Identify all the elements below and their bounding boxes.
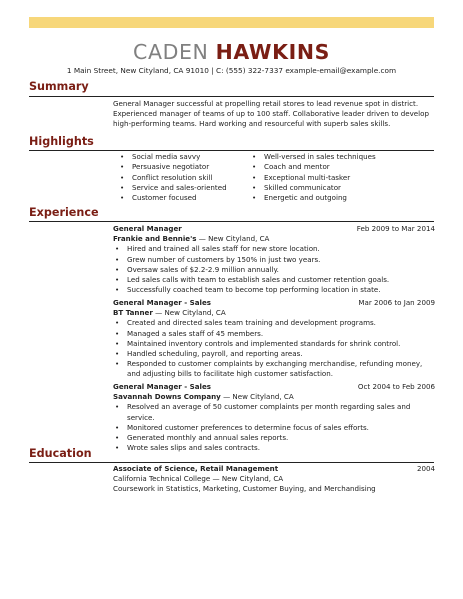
list-item: • Created and directed sales team training and development programs. [113, 318, 435, 328]
education-entry [113, 464, 435, 495]
company-name: BT Tanner [113, 308, 153, 318]
last-name: HAWKINS [215, 40, 330, 64]
job-title: General Manager - Sales [113, 298, 211, 307]
job-dates: Mar 2006 to Jan 2009 [358, 298, 435, 307]
list-item: • Monitored customer preferences to determine focus of sales efforts. [113, 423, 435, 433]
summary-text [113, 99, 435, 129]
job-bullets [113, 244, 435, 295]
coursework: Coursework in Statistics, Marketing, Customer Buying, and Merchandising [113, 484, 376, 494]
job-title: General Manager - Sales [113, 382, 211, 391]
company-separator: — [155, 308, 165, 318]
list-item: • Service and sales-oriented [118, 183, 243, 193]
list-item: • Energetic and outgoing [250, 193, 435, 203]
list-item: • Responded to customer complaints by exchanging merchandise, refunding money, and adjusting bills to facilitate high customer satisfaction. [113, 359, 435, 379]
list-item: • Coach and mentor [250, 162, 435, 172]
list-item: • Maintained inventory controls and implemented standards for shrink control. [113, 339, 435, 349]
job-entry [113, 224, 435, 295]
list-item: • Resolved an average of 50 customer complaints per month regarding sales and service. [113, 402, 435, 422]
education-divider [29, 462, 434, 463]
job-bullets [113, 318, 435, 379]
company-location: New Cityland, CA [164, 308, 226, 318]
experience-divider [29, 221, 434, 222]
company-name: Frankie and Bennie's [113, 234, 197, 244]
company-separator: — [198, 234, 209, 244]
education-header [113, 464, 435, 474]
first-name: CADEN [133, 40, 209, 64]
highlights-divider [29, 150, 434, 151]
job-header [113, 382, 435, 392]
graduation-year: 2004 [416, 464, 435, 473]
company-location: New Cityland, CA [232, 392, 294, 402]
job-company-line [113, 308, 435, 318]
list-item: • Conflict resolution skill [118, 173, 243, 183]
school-name: California Technical College [113, 474, 211, 484]
job-header [113, 224, 435, 234]
job-entry [113, 382, 435, 453]
list-item: • Social media savvy [118, 152, 243, 162]
list-item: • Customer focused [118, 193, 243, 203]
header-accent-bar [29, 17, 434, 28]
highlights-left-list [118, 152, 243, 203]
list-item: • Handled scheduling, payroll, and reporting areas. [113, 349, 435, 359]
job-entry [113, 298, 435, 380]
job-company-line [113, 234, 435, 244]
job-title: General Manager [113, 224, 182, 233]
list-item: • Led sales calls with team to establish sales and customer retention goals. [113, 275, 435, 285]
job-dates: Feb 2009 to Mar 2014 [356, 224, 435, 233]
list-item: • Well-versed in sales techniques [250, 152, 435, 162]
list-item: • Managed a sales staff of 45 members. [113, 329, 435, 339]
summary-divider [29, 96, 434, 97]
company-location: New Cityland, CA [208, 234, 270, 244]
company-separator: — [223, 392, 233, 402]
contact-line: 1 Main Street, New Cityland, CA 91010 | C: (555) 322-7337 example-email@example.com [66, 66, 397, 75]
job-bullets [113, 402, 435, 453]
list-item: • Skilled communicator [250, 183, 435, 193]
school-line [113, 474, 435, 484]
list-item: • Successfully coached team to become top performing location in state. [113, 285, 435, 295]
company-name: Savannah Downs Company [113, 392, 221, 402]
job-company-line [113, 392, 435, 402]
job-header [113, 298, 435, 308]
summary-heading: Summary [29, 80, 89, 93]
list-item: • Persuasive negotiator [118, 162, 243, 172]
job-dates: Oct 2004 to Feb 2006 [357, 382, 435, 391]
candidate-name [0, 39, 463, 65]
list-item: • Wrote sales slips and sales contracts. [113, 443, 435, 453]
highlights-heading: Highlights [29, 135, 94, 148]
education-heading: Education [29, 447, 92, 460]
list-item: • Generated monthly and annual sales reports. [113, 433, 435, 443]
degree: Associate of Science, Retail Management [113, 464, 279, 473]
list-item: • Exceptional multi-tasker [250, 173, 435, 183]
school-location: New Cityland, CA [221, 474, 284, 484]
list-item: • Grew number of customers by 150% in just two years. [113, 255, 435, 265]
summary-paragraph: General Manager successful at propelling retail stores to lead revenue spot in district. Experienced manager of teams of up to 100 staff. Collaborative leader driven to develop high-performing teams. Hard working and resourceful with superb sales skills. [113, 99, 429, 128]
experience-heading: Experience [29, 206, 99, 219]
list-item: • Hired and trained all sales staff for new store location. [113, 244, 435, 254]
list-item: • Oversaw sales of $2.2-2.9 million annually. [113, 265, 435, 275]
highlights-right-list [250, 152, 435, 203]
school-separator: — [212, 474, 222, 484]
